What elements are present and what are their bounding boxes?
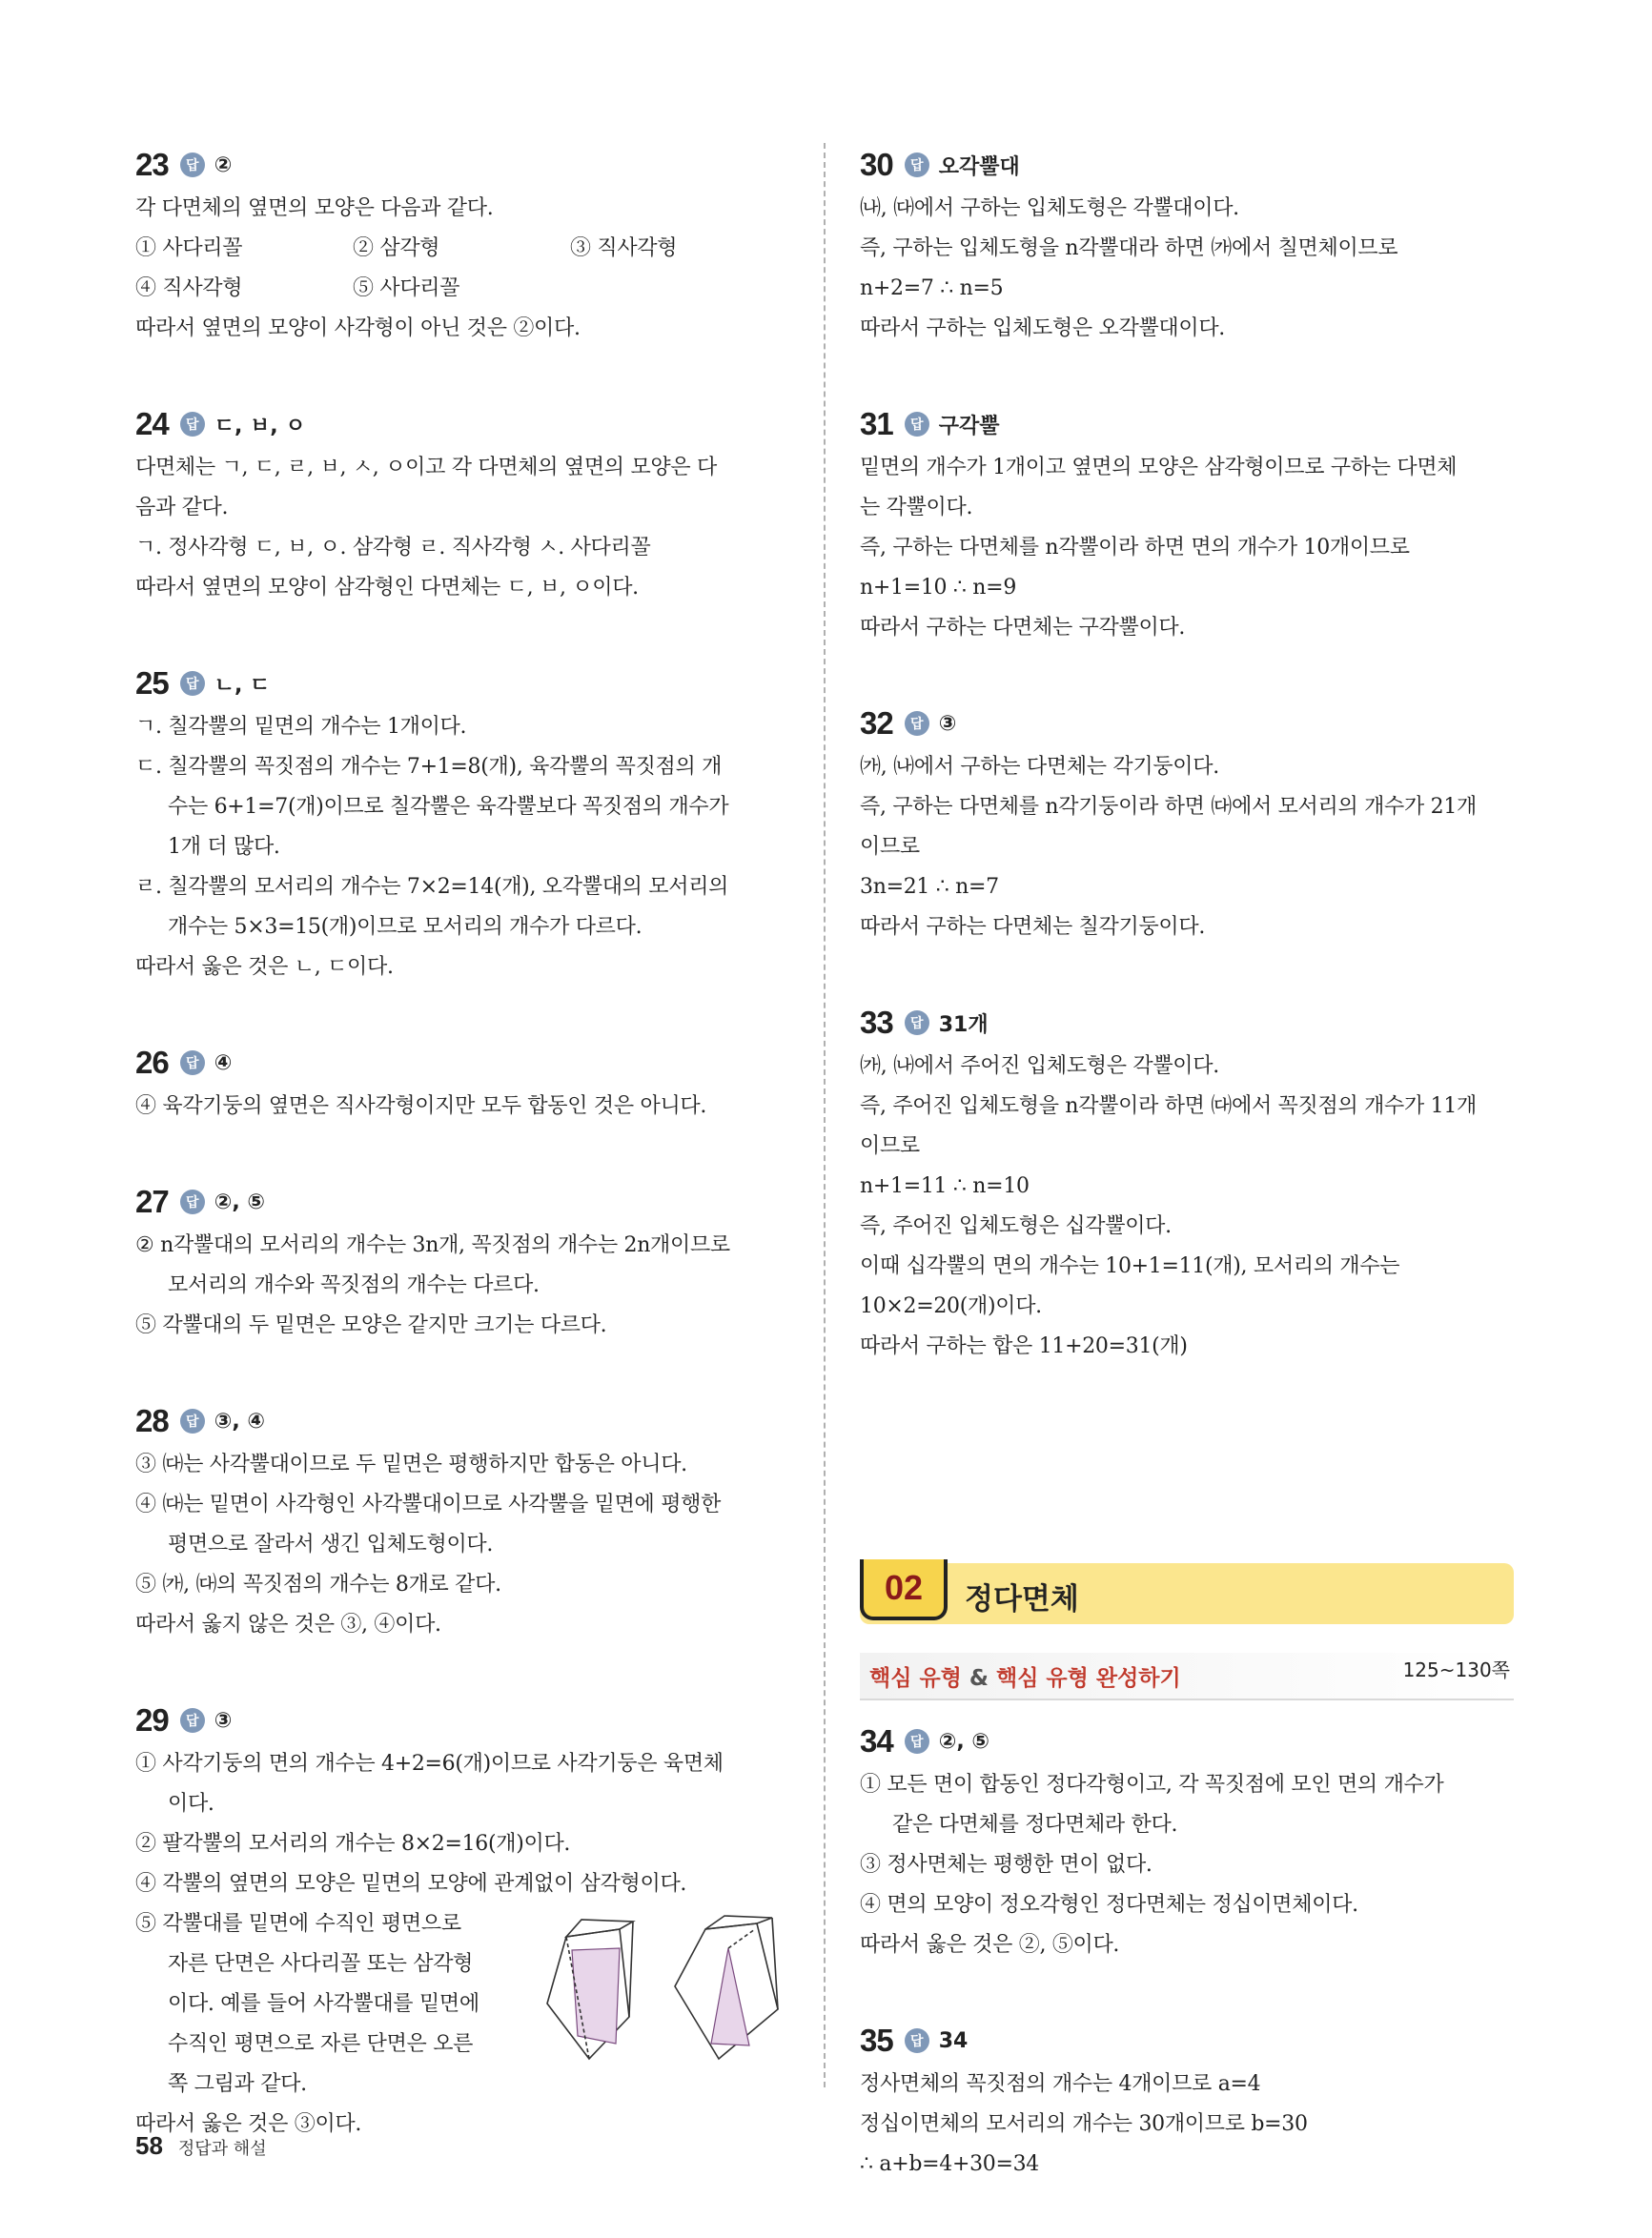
explanation-line: ④ 면의 모양이 정오각형인 정다면체는 정십이면체이다. [860,1893,1358,1917]
problem-number: 34 [860,1723,893,1759]
explanation-line: ㈎, ㈏에서 구하는 다면체는 각기둥이다. [860,755,1219,779]
figure-block [135,1904,789,2105]
answer-tag-icon: 답 [905,412,929,437]
answer-tag-icon: 답 [180,1708,205,1733]
problem-header [135,1399,789,1443]
page-number: 58 [135,2131,163,2160]
explanation-line: n+2=7 ∴ n=5 [860,276,1004,300]
answer-text: ㄷ, ㅂ, ㅇ [214,414,306,438]
explanation-line: 즉, 구하는 다면체를 n각기둥이라 하면 ㈐에서 모서리의 개수가 21개 [860,795,1478,819]
explanation-line: 따라서 옆면의 모양이 삼각형인 다면체는 ㄷ, ㅂ, ㅇ이다. [135,576,639,600]
answer-text: ③ [938,711,957,736]
problem-number: 27 [135,1184,169,1219]
right-column [860,143,1514,2238]
explanation-line: 따라서 구하는 다면체는 칠각기둥이다. [860,915,1206,939]
answer-text: ④ [214,1050,233,1075]
answer-text: ③, ④ [214,1409,265,1434]
explanation-line: ㄱ. 칠각뿔의 밑면의 개수는 1개이다. [135,715,467,739]
problem-34 [860,1719,1514,1965]
problem-number: 35 [860,2023,893,2058]
explanation-line: 수는 6+1=7(개)이므로 칠각뿔은 육각뿔보다 꼭짓점의 개수가 [168,795,729,819]
frustum-figure-1 [547,1920,633,2059]
choice-text: ⑤ 사다리꼴 [353,276,460,300]
section-number: 02 [860,1559,948,1620]
explanation-line: ㈎, ㈏에서 주어진 입체도형은 각뿔이다. [860,1054,1219,1078]
problem-number: 30 [860,147,893,182]
frustum-cross-section-figure [530,1910,789,2091]
page-footer [135,2131,267,2161]
explanation-line: 쪽 그림과 같다. [168,2072,307,2096]
problem-header [135,143,789,187]
choice-text: ② 삼각형 [353,236,440,260]
explanation-line: 이다. [168,1792,214,1816]
explanation-line: ② 팔각뿔의 모서리의 개수는 8×2=16(개)이다. [135,1832,571,1856]
left-column [135,143,789,2198]
problem-23 [135,143,789,349]
explanation-line: 3n=21 ∴ n=7 [860,875,999,899]
explanation-line: 같은 다면체를 정다면체라 한다. [892,1813,1178,1837]
problem-header [135,1699,789,1742]
explanation-line: 즉, 주어진 입체도형은 십각뿔이다. [860,1214,1172,1238]
explanation-line: ④ 각뿔의 옆면의 모양은 밑면의 모양에 관계없이 삼각형이다. [135,1872,687,1896]
explanation-line: ㈏, ㈐에서 구하는 입체도형은 각뿔대이다. [860,196,1239,220]
problem-32 [860,702,1514,947]
explanation-line: 자른 단면은 사다리꼴 또는 삼각형 [168,1952,474,1976]
explanation-line: 정사면체의 꼭짓점의 개수는 4개이므로 a=4 [860,2072,1261,2096]
problem-number: 28 [135,1403,169,1438]
answer-tag-icon: 답 [180,1409,205,1434]
explanation-line: 따라서 옳은 것은 ㄴ, ㄷ이다. [135,955,394,979]
answer-tag-icon: 답 [905,2028,929,2053]
explanation-line: 1개 더 많다. [168,835,280,859]
problem-number: 26 [135,1045,169,1080]
explanation-line: ㄷ. 칠각뿔의 꼭짓점의 개수는 7+1=8(개), 육각뿔의 꼭짓점의 개 [135,755,723,779]
problem-35 [860,2019,1514,2185]
explanation-line: 각 다면체의 옆면의 모양은 다음과 같다. [135,196,494,220]
answer-text: ②, ⑤ [938,1729,989,1754]
subsection-banner [860,1653,1514,1700]
subsection-pages: 125~130쪽 [1402,1658,1510,1681]
explanation-line: ① 모든 면이 합동인 정다각형이고, 각 꼭짓점에 모인 면의 개수가 [860,1773,1444,1797]
explanation-line: 따라서 구하는 합은 11+20=31(개) [860,1334,1188,1358]
explanation-line: ㄱ. 정사각형 ㄷ, ㅂ, ㅇ. 삼각형 ㄹ. 직사각형 ㅅ. 사다리꼴 [135,536,651,560]
explanation-line: ∴ a+b=4+30=34 [860,2152,1040,2176]
answer-text: 구각뿔 [938,414,1000,438]
problem-26 [135,1041,789,1127]
answer-tag-icon: 답 [180,671,205,696]
answer-tag-icon: 답 [180,153,205,177]
problem-header [860,143,1514,187]
explanation-line: 수직인 평면으로 자른 단면은 오른 [168,2032,474,2056]
explanation-line: 음과 같다. [135,496,229,519]
answer-tag-icon: 답 [180,1050,205,1075]
answer-text: ㄴ, ㄷ [214,673,271,698]
answer-text: ③ [214,1708,233,1733]
problem-number: 24 [135,406,169,441]
answer-tag-icon: 답 [905,1729,929,1754]
answer-tag-icon: 답 [180,1190,205,1214]
explanation-line: 개수는 5×3=15(개)이므로 모서리의 개수가 다르다. [168,915,642,939]
explanation-line: 다면체는 ㄱ, ㄷ, ㄹ, ㅂ, ㅅ, ㅇ이고 각 다면체의 옆면의 모양은 다 [135,456,717,479]
explanation-line: 이다. 예를 들어 사각뿔대를 밑면에 [168,1992,479,2016]
problem-number: 31 [860,406,893,441]
explanation-line: n+1=11 ∴ n=10 [860,1174,1030,1198]
explanation-line: 즉, 주어진 입체도형을 n각뿔이라 하면 ㈐에서 꼭짓점의 개수가 11개 [860,1094,1478,1118]
problem-header [135,1041,789,1085]
answer-text: ②, ⑤ [214,1190,265,1214]
answer-tag-icon: 답 [905,711,929,736]
explanation-line: ① 사각기둥의 면의 개수는 4+2=6(개)이므로 사각기둥은 육면체 [135,1752,724,1776]
explanation-line: 10×2=20(개)이다. [860,1294,1042,1318]
problem-33 [860,1001,1514,1367]
explanation-line: ② n각뿔대의 모서리의 개수는 3n개, 꼭짓점의 개수는 2n개이므로 [135,1233,730,1257]
problem-header [135,402,789,446]
problem-number: 32 [860,705,893,741]
problem-number: 33 [860,1005,893,1040]
explanation-line: 이므로 [860,1134,920,1158]
answer-tag-icon: 답 [905,1010,929,1035]
answer-choices-row [135,269,789,309]
choice-text: ④ 직사각형 [135,276,243,300]
problem-30 [860,143,1514,349]
answer-text: 오각뿔대 [938,154,1020,179]
answer-choices-row [135,229,789,269]
explanation-line: ③ ㈐는 사각뿔대이므로 두 밑면은 평행하지만 합동은 아니다. [135,1453,687,1476]
explanation-line: ⑤ 각뿔대를 밑면에 수직인 평면으로 [135,1912,461,1936]
problem-24 [135,402,789,608]
problem-header [135,661,789,705]
explanation-line: 정십이면체의 모서리의 개수는 30개이므로 b=30 [860,2112,1308,2136]
problem-header [860,1719,1514,1763]
explanation-line: 는 각뿔이다. [860,496,973,519]
problem-number: 25 [135,665,169,701]
section-title: 정다면체 [965,1582,1079,1617]
explanation-line: ③ 정사면체는 평행한 면이 없다. [860,1853,1152,1877]
explanation-line: 따라서 옳은 것은 ②, ⑤이다. [860,1933,1120,1957]
explanation-line: 따라서 구하는 다면체는 구각뿔이다. [860,616,1186,640]
answer-text: 34 [938,2028,969,2053]
choice-text: ③ 직사각형 [570,236,678,260]
problem-header [860,1001,1514,1045]
explanation-line: ④ ㈐는 밑면이 사각형인 사각뿔대이므로 사각뿔을 밑면에 평행한 [135,1493,722,1516]
answer-text: ② [214,153,233,177]
explanation-line: 따라서 옳지 않은 것은 ③, ④이다. [135,1613,441,1637]
answer-tag-icon: 답 [905,153,929,177]
explanation-line: 모서리의 개수와 꼭짓점의 개수는 다르다. [168,1273,540,1297]
problem-header [135,1180,789,1224]
problem-25 [135,661,789,987]
explanation-line: ⑤ 각뿔대의 두 밑면은 모양은 같지만 크기는 다르다. [135,1313,607,1337]
frustum-figure-2 [675,1916,778,2059]
explanation-line: 따라서 옳은 것은 ③이다. [135,2112,362,2136]
explanation-line: 평면으로 잘라서 생긴 입체도형이다. [168,1533,494,1556]
explanation-line: ⑤ ㈎, ㈐의 꼭짓점의 개수는 8개로 같다. [135,1573,501,1597]
explanation-line: 즉, 구하는 다면체를 n각뿔이라 하면 면의 개수가 10개이므로 [860,536,1410,560]
explanation-line: 이때 십각뿔의 면의 개수는 10+1=11(개), 모서리의 개수는 [860,1254,1400,1278]
column-divider [824,143,826,2087]
explanation-line: ㄹ. 칠각뿔의 모서리의 개수는 7×2=14(개), 오각뿔대의 모서리의 [135,875,729,899]
choice-text: ① 사다리꼴 [135,236,243,260]
explanation-line: 즉, 구하는 입체도형을 n각뿔대라 하면 ㈎에서 칠면체이므로 [860,236,1398,260]
explanation-line: ④ 육각기둥의 옆면은 직사각형이지만 모두 합동인 것은 아니다. [135,1094,707,1118]
problem-header [860,702,1514,745]
footer-label: 정답과 해설 [177,2139,267,2159]
explanation-line: 따라서 옆면의 모양이 사각형이 아닌 것은 ②이다. [135,316,581,340]
problem-header [860,402,1514,446]
problem-number: 23 [135,147,169,182]
problem-31 [860,402,1514,648]
problem-number: 29 [135,1702,169,1738]
problem-28 [135,1399,789,1645]
answer-text: 31개 [938,1012,989,1037]
explanation-line: 따라서 구하는 입체도형은 오각뿔대이다. [860,316,1225,340]
problem-29 [135,1699,789,2145]
answer-tag-icon: 답 [180,412,205,437]
explanation-line: 밑면의 개수가 1개이고 옆면의 모양은 삼각형이므로 구하는 다면체 [860,456,1458,479]
subsection-label: 핵심 유형 & 핵심 유형 완성하기 [869,1666,1181,1691]
explanation-line: 이므로 [860,835,920,859]
explanation-line: n+1=10 ∴ n=9 [860,576,1017,600]
section-header [860,1563,1514,1624]
problem-27 [135,1180,789,1346]
problem-header [860,2019,1514,2063]
